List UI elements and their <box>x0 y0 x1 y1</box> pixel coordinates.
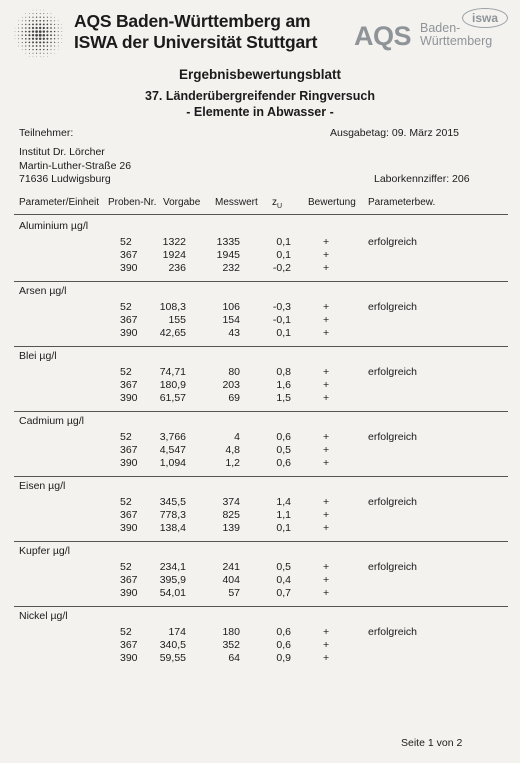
header-divider <box>14 214 508 215</box>
rating: + <box>323 262 330 274</box>
z-score: 0,1 <box>276 236 291 248</box>
z-score: 0,7 <box>276 587 291 599</box>
section-parameter-name: Aluminium µg/l <box>19 220 89 232</box>
target-value: 395,9 <box>159 574 186 586</box>
measured-value: 80 <box>228 366 240 378</box>
measured-value: 374 <box>222 496 240 508</box>
section-divider <box>14 281 508 282</box>
parameter-rating: erfolgreich <box>368 366 418 378</box>
sample-number: 390 <box>120 522 138 534</box>
z-letter: z <box>272 197 277 208</box>
column-header-measured: Messwert <box>215 197 258 208</box>
document-subtitle: 37. Länderübergreifender Ringversuch <box>145 89 375 103</box>
z-subscript: U <box>277 203 283 210</box>
address-line-3: 71636 Ludwigsburg <box>19 173 111 185</box>
column-header-parameter-rating: Parameterbew. <box>368 197 436 208</box>
z-score: 1,4 <box>276 496 291 508</box>
z-score: 0,9 <box>276 652 291 664</box>
aqs-logo-region-line-1: Baden- <box>420 21 461 35</box>
target-value: 138,4 <box>159 522 186 534</box>
section-divider <box>14 541 508 542</box>
target-value: 108,3 <box>159 301 186 313</box>
rating: + <box>323 431 330 443</box>
table-row <box>0 574 520 587</box>
target-value: 74,71 <box>159 366 186 378</box>
measured-value: 4 <box>234 431 240 443</box>
table-row <box>0 444 520 457</box>
rating: + <box>323 626 330 638</box>
z-score: -0,1 <box>272 314 291 326</box>
measured-value: 154 <box>222 314 240 326</box>
measured-value: 4,8 <box>225 444 240 456</box>
section-divider <box>14 346 508 347</box>
sample-number: 52 <box>120 301 132 313</box>
target-value: 155 <box>168 314 186 326</box>
table-row <box>0 392 520 405</box>
aqs-logo-region <box>420 22 492 48</box>
parameter-rating: erfolgreich <box>368 561 418 573</box>
target-value: 345,5 <box>159 496 186 508</box>
measured-value: 232 <box>222 262 240 274</box>
issue-date: Ausgabetag: 09. März 2015 <box>330 127 460 139</box>
sample-number: 367 <box>120 509 138 521</box>
aqs-logo-region-line-2: Württemberg <box>420 34 493 48</box>
table-row <box>0 522 520 535</box>
rating: + <box>323 249 330 261</box>
rating: + <box>323 444 330 456</box>
target-value: 42,65 <box>159 327 186 339</box>
rating: + <box>323 587 330 599</box>
section-parameter-name: Cadmium µg/l <box>19 415 84 427</box>
aqs-logo-text: AQS <box>354 21 412 51</box>
document-title: Ergebnisbewertungsblatt <box>178 67 342 82</box>
sample-number: 52 <box>120 366 132 378</box>
sample-number: 52 <box>120 626 132 638</box>
rating: + <box>323 236 330 248</box>
sample-number: 390 <box>120 587 138 599</box>
university-dot-logo <box>13 8 65 60</box>
parameter-rating: erfolgreich <box>368 496 418 508</box>
measured-value: 139 <box>222 522 240 534</box>
organization-line-2: ISWA der Universität Stuttgart <box>74 32 318 52</box>
rating: + <box>323 639 330 651</box>
column-header-target: Vorgabe <box>163 197 201 208</box>
target-value: 778,3 <box>159 509 186 521</box>
sample-number: 367 <box>120 639 138 651</box>
rating: + <box>323 652 330 664</box>
target-value: 174 <box>168 626 186 638</box>
table-row <box>0 236 520 249</box>
address-line-2: Martin-Luther-Straße 26 <box>19 160 132 172</box>
z-score: 1,5 <box>276 392 291 404</box>
table-row <box>0 366 520 379</box>
target-value: 236 <box>168 262 186 274</box>
target-value: 61,57 <box>159 392 186 404</box>
sample-number: 390 <box>120 262 138 274</box>
lab-code: Laborkennziffer: 206 <box>374 173 470 185</box>
z-score: 0,5 <box>276 561 291 573</box>
rating: + <box>323 509 330 521</box>
rating: + <box>323 561 330 573</box>
measured-value: 57 <box>228 587 240 599</box>
target-value: 1924 <box>162 249 186 261</box>
table-row <box>0 587 520 600</box>
measured-value: 43 <box>228 327 240 339</box>
table-row <box>0 249 520 262</box>
column-header-sample: Proben-Nr. <box>108 197 157 208</box>
z-score: 0,6 <box>276 457 291 469</box>
sample-number: 367 <box>120 444 138 456</box>
table-row <box>0 379 520 392</box>
column-header-rating: Bewertung <box>308 197 356 208</box>
sample-number: 367 <box>120 314 138 326</box>
rating: + <box>323 392 330 404</box>
parameter-rating: erfolgreich <box>368 626 418 638</box>
rating: + <box>323 314 330 326</box>
target-value: 180,9 <box>159 379 186 391</box>
z-score: 1,6 <box>276 379 291 391</box>
parameter-rating: erfolgreich <box>368 236 418 248</box>
sample-number: 52 <box>120 431 132 443</box>
z-score: 0,1 <box>276 522 291 534</box>
measured-value: 825 <box>222 509 240 521</box>
section-divider <box>14 476 508 477</box>
measured-value: 69 <box>228 392 240 404</box>
z-score: 1,1 <box>276 509 291 521</box>
rating: + <box>323 496 330 508</box>
table-row <box>0 262 520 275</box>
z-score: 0,8 <box>276 366 291 378</box>
measured-value: 64 <box>228 652 240 664</box>
measured-value: 241 <box>222 561 240 573</box>
z-score: -0,2 <box>272 262 291 274</box>
page-number: Seite 1 von 2 <box>401 737 463 749</box>
z-score: 0,6 <box>276 626 291 638</box>
target-value: 59,55 <box>159 652 186 664</box>
table-row <box>0 327 520 340</box>
participant-label: Teilnehmer: <box>19 127 74 139</box>
sample-number: 367 <box>120 249 138 261</box>
sample-number: 367 <box>120 574 138 586</box>
target-value: 1322 <box>162 236 186 248</box>
rating: + <box>323 522 330 534</box>
target-value: 1,094 <box>159 457 186 469</box>
sample-number: 52 <box>120 496 132 508</box>
target-value: 3,766 <box>159 431 186 443</box>
z-score: 0,1 <box>276 249 291 261</box>
table-row <box>0 561 520 574</box>
measured-value: 106 <box>222 301 240 313</box>
measured-value: 203 <box>222 379 240 391</box>
parameter-rating: erfolgreich <box>368 431 418 443</box>
rating: + <box>323 379 330 391</box>
rating: + <box>323 327 330 339</box>
table-row <box>0 496 520 509</box>
target-value: 234,1 <box>159 561 186 573</box>
section-parameter-name: Nickel µg/l <box>19 610 68 622</box>
target-value: 54,01 <box>159 587 186 599</box>
iswa-logo: iswa <box>462 8 508 28</box>
column-header-z-score <box>272 197 282 210</box>
z-score: -0,3 <box>272 301 291 313</box>
table-row <box>0 652 520 665</box>
target-value: 4,547 <box>159 444 186 456</box>
section-parameter-name: Kupfer µg/l <box>19 545 70 557</box>
sample-number: 390 <box>120 652 138 664</box>
sample-number: 390 <box>120 327 138 339</box>
table-row <box>0 457 520 470</box>
aqs-bw-logo <box>354 8 510 54</box>
z-score: 0,5 <box>276 444 291 456</box>
address-line-1: Institut Dr. Lörcher <box>19 146 105 158</box>
rating: + <box>323 574 330 586</box>
rating: + <box>323 366 330 378</box>
section-parameter-name: Eisen µg/l <box>19 480 66 492</box>
target-value: 340,5 <box>159 639 186 651</box>
parameter-rating: erfolgreich <box>368 301 418 313</box>
z-score: 0,1 <box>276 327 291 339</box>
measured-value: 352 <box>222 639 240 651</box>
table-row <box>0 301 520 314</box>
rating: + <box>323 457 330 469</box>
z-score: 0,6 <box>276 639 291 651</box>
organization-line-1: AQS Baden-Württemberg am <box>74 11 311 31</box>
sample-number: 52 <box>120 236 132 248</box>
table-row <box>0 639 520 652</box>
measured-value: 404 <box>222 574 240 586</box>
sample-number: 390 <box>120 457 138 469</box>
section-divider <box>14 411 508 412</box>
measured-value: 180 <box>222 626 240 638</box>
section-divider <box>14 606 508 607</box>
measured-value: 1335 <box>216 236 240 248</box>
z-score: 0,6 <box>276 431 291 443</box>
table-row <box>0 509 520 522</box>
rating: + <box>323 301 330 313</box>
sample-number: 52 <box>120 561 132 573</box>
sample-number: 367 <box>120 379 138 391</box>
measured-value: 1945 <box>216 249 240 261</box>
column-header-parameter: Parameter/Einheit <box>19 197 100 208</box>
section-parameter-name: Arsen µg/l <box>19 285 67 297</box>
sample-number: 390 <box>120 392 138 404</box>
organization-title <box>74 11 317 53</box>
table-row <box>0 431 520 444</box>
section-parameter-name: Blei µg/l <box>19 350 57 362</box>
table-row <box>0 626 520 639</box>
measured-value: 1,2 <box>225 457 240 469</box>
z-score: 0,4 <box>276 574 291 586</box>
table-row <box>0 314 520 327</box>
document-subtitle-2: - Elemente in Abwasser - <box>186 105 334 119</box>
